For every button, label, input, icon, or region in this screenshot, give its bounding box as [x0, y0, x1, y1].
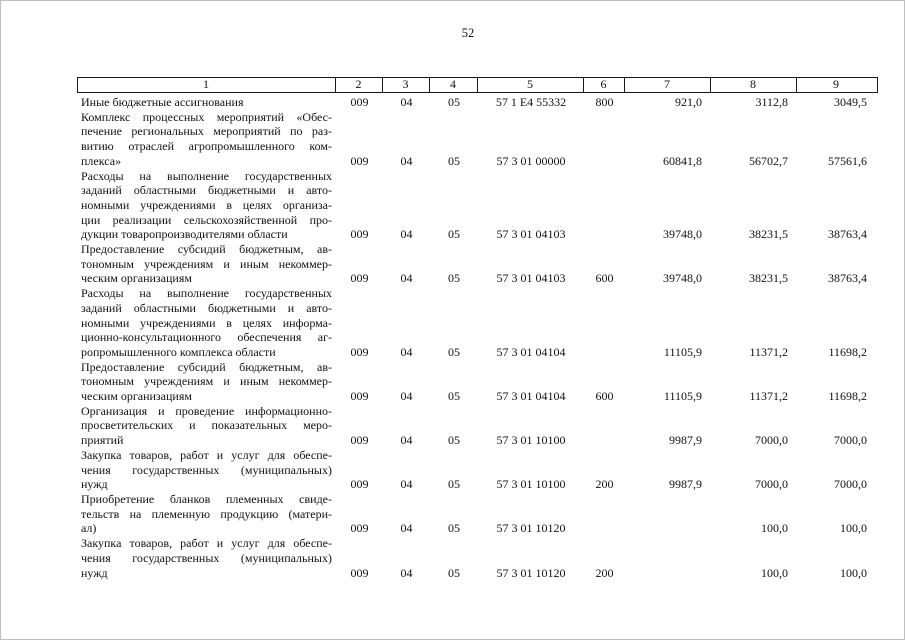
- cell-c8: 100,0: [761, 565, 788, 580]
- row-title-line: номными учреждениями в целях информа-: [81, 315, 332, 330]
- cell-c8: 7000,0: [755, 477, 788, 492]
- row-title-line: печение региональных мероприятий по раз-: [81, 124, 332, 139]
- row-title-line: чения государственных (муниципальных): [81, 462, 332, 477]
- cell-c7: 9987,9: [669, 477, 702, 492]
- cell-c4: 05: [448, 477, 460, 492]
- row-title-line: ческим организациям: [81, 389, 192, 404]
- cell-c6: 800: [595, 95, 614, 109]
- cell-c9: 11698,2: [828, 344, 867, 359]
- row-title-line: Иные бюджетные ассигнования: [81, 95, 244, 109]
- cell-c6: 600: [595, 271, 614, 286]
- cell-c5: 57 3 01 10120: [496, 565, 566, 580]
- table-row: [78, 360, 876, 404]
- table-header-row: [77, 77, 878, 93]
- cell-c4: 05: [448, 565, 460, 580]
- cell-c2: 009: [350, 389, 369, 404]
- cell-c6: 200: [595, 565, 614, 580]
- row-title-line: заданий областными бюджетными и авто-: [81, 183, 332, 198]
- row-title-line: Расходы на выполнение государственных: [81, 286, 332, 301]
- cell-c3: 04: [400, 477, 413, 492]
- cell-c8: 38231,5: [749, 227, 788, 242]
- cell-c7: 9987,9: [669, 433, 702, 448]
- row-title-line: ропромышленного комплекса области: [81, 344, 276, 359]
- cell-c9: 7000,0: [834, 477, 867, 492]
- header-col-8: 8: [711, 78, 797, 92]
- header-col-4: 4: [430, 78, 478, 92]
- cell-c2: 009: [350, 271, 369, 286]
- row-title-line: просветительских и показательных меро-: [81, 418, 332, 433]
- cell-c2: 009: [350, 227, 369, 242]
- page-number: 52: [461, 26, 475, 40]
- row-title-line: ции реализации сельскохозяйственной про-: [81, 212, 332, 227]
- row-title: [78, 286, 336, 360]
- cell-c3: 04: [400, 389, 413, 404]
- cell-c8: 7000,0: [755, 433, 788, 448]
- row-title-line: ционно-консультационного обеспечения аг-: [81, 330, 332, 345]
- cell-c5: 57 3 01 04104: [496, 344, 566, 359]
- budget-table: [78, 77, 876, 580]
- cell-c8: 38231,5: [749, 271, 788, 286]
- row-title: [78, 492, 336, 536]
- header-col-1: 1: [78, 78, 336, 92]
- row-title-line: нужд: [81, 477, 108, 492]
- cell-c6: 200: [595, 477, 614, 492]
- cell-c3: 04: [400, 521, 413, 536]
- row-title: [78, 95, 336, 110]
- header-col-2: 2: [336, 78, 383, 92]
- cell-c4: 05: [448, 271, 460, 286]
- cell-c4: 05: [448, 344, 460, 359]
- row-title-line: Организация и проведение информационно-: [81, 403, 332, 418]
- table-row: [78, 404, 876, 448]
- cell-c5: 57 3 01 04104: [496, 389, 566, 404]
- cell-c9: 57561,6: [828, 153, 867, 168]
- table-row: [78, 492, 876, 536]
- cell-c3: 04: [400, 565, 413, 580]
- cell-c5: 57 3 01 10100: [496, 433, 566, 448]
- row-title: [78, 448, 336, 492]
- row-title-line: заданий областными бюджетными и авто-: [81, 300, 332, 315]
- cell-c5: 57 3 01 10120: [496, 521, 566, 536]
- header-col-5: 5: [478, 78, 584, 92]
- cell-c6: 600: [595, 389, 614, 404]
- cell-c7: 39748,0: [663, 271, 702, 286]
- row-title: [78, 169, 336, 243]
- row-title-line: дукции товаропроизводителями области: [81, 227, 288, 242]
- cell-c3: 04: [400, 153, 413, 168]
- row-title-line: номными учреждениями в целях организа-: [81, 197, 332, 212]
- cell-c8: 11371,2: [749, 389, 788, 404]
- header-col-3: 3: [383, 78, 430, 92]
- cell-c8: 11371,2: [749, 344, 788, 359]
- row-title-line: Закупка товаров, работ и услуг для обеспе-: [81, 447, 332, 462]
- cell-c5: 57 3 01 04103: [496, 271, 566, 286]
- row-title: [78, 360, 336, 404]
- cell-c9: 11698,2: [828, 389, 867, 404]
- cell-c8: 3112,8: [755, 95, 788, 109]
- row-title-line: Закупка товаров, работ и услуг для обеспе-: [81, 536, 332, 551]
- row-title-line: тельств на племенную продукцию (матери-: [81, 506, 332, 521]
- row-title-line: чения государственных (муниципальных): [81, 550, 332, 565]
- table-row: [78, 169, 876, 243]
- cell-c7: 39748,0: [663, 227, 702, 242]
- row-title-line: нужд: [81, 565, 108, 580]
- cell-c9: 3049,5: [834, 95, 867, 109]
- row-title-line: Предоставление субсидий бюджетным, ав-: [81, 242, 332, 257]
- row-title-line: витию отраслей агропромышленного ком-: [81, 139, 332, 154]
- header-col-9: 9: [833, 77, 839, 91]
- row-title-line: Приобретение бланков племенных свиде-: [81, 491, 332, 506]
- table-row: [78, 110, 876, 169]
- header-col-7: 7: [625, 78, 711, 92]
- cell-c9: 100,0: [840, 565, 867, 580]
- cell-c2: 009: [350, 433, 369, 448]
- cell-c2: 009: [350, 565, 369, 580]
- cell-c7: 60841,8: [663, 153, 702, 168]
- cell-c7: 11105,9: [663, 389, 702, 404]
- row-title: [78, 404, 336, 448]
- cell-c9: 100,0: [840, 521, 867, 536]
- cell-c7: 11105,9: [663, 344, 702, 359]
- cell-c2: 009: [350, 344, 369, 359]
- cell-c8: 56702,7: [749, 153, 788, 168]
- cell-c2: 009: [350, 521, 369, 536]
- cell-c4: 05: [448, 521, 460, 536]
- cell-c5: 57 1 E4 55332: [495, 95, 567, 109]
- cell-c5: 57 3 01 04103: [496, 227, 566, 242]
- row-title: [78, 242, 336, 286]
- table-row: [78, 95, 876, 110]
- cell-c4: 05: [448, 153, 460, 168]
- cell-c9: 38763,4: [828, 271, 867, 286]
- cell-c5: 57 3 01 00000: [496, 153, 566, 168]
- cell-c7: 921,0: [675, 95, 702, 109]
- row-title-line: плекса»: [81, 153, 122, 168]
- row-title-line: Предоставление субсидий бюджетным, ав-: [81, 359, 332, 374]
- row-title-line: Расходы на выполнение государственных: [81, 168, 332, 183]
- row-title-line: тономным учреждениям и иным некоммер-: [81, 256, 332, 271]
- cell-c2: 009: [350, 153, 369, 168]
- cell-c4: 05: [448, 389, 460, 404]
- cell-c5: 57 3 01 10100: [496, 477, 566, 492]
- table-body: [78, 95, 876, 580]
- cell-c3: 04: [400, 433, 413, 448]
- row-title-line: ал): [81, 521, 97, 536]
- row-title-line: Комплекс процессных мероприятий «Обес-: [81, 109, 332, 124]
- cell-c9: 38763,4: [828, 227, 867, 242]
- cell-c2: 009: [350, 95, 369, 109]
- cell-c2: 009: [350, 477, 369, 492]
- cell-c4: 05: [448, 227, 460, 242]
- table-row: [78, 536, 876, 580]
- row-title-line: ческим организациям: [81, 271, 192, 286]
- cell-c4: 05: [448, 433, 460, 448]
- table-row: [78, 286, 876, 360]
- cell-c3: 04: [400, 95, 413, 109]
- row-title-line: тономным учреждениям и иным некоммер-: [81, 374, 332, 389]
- table-row: [78, 242, 876, 286]
- row-title: [78, 110, 336, 169]
- table-row: [78, 448, 876, 492]
- cell-c4: 05: [448, 95, 460, 109]
- cell-c8: 100,0: [761, 521, 788, 536]
- cell-c3: 04: [400, 227, 413, 242]
- cell-c3: 04: [400, 271, 413, 286]
- cell-c9: 7000,0: [834, 433, 867, 448]
- row-title: [78, 536, 336, 580]
- header-col-6: 6: [584, 78, 625, 92]
- row-title-line: приятий: [81, 433, 124, 448]
- cell-c3: 04: [400, 344, 413, 359]
